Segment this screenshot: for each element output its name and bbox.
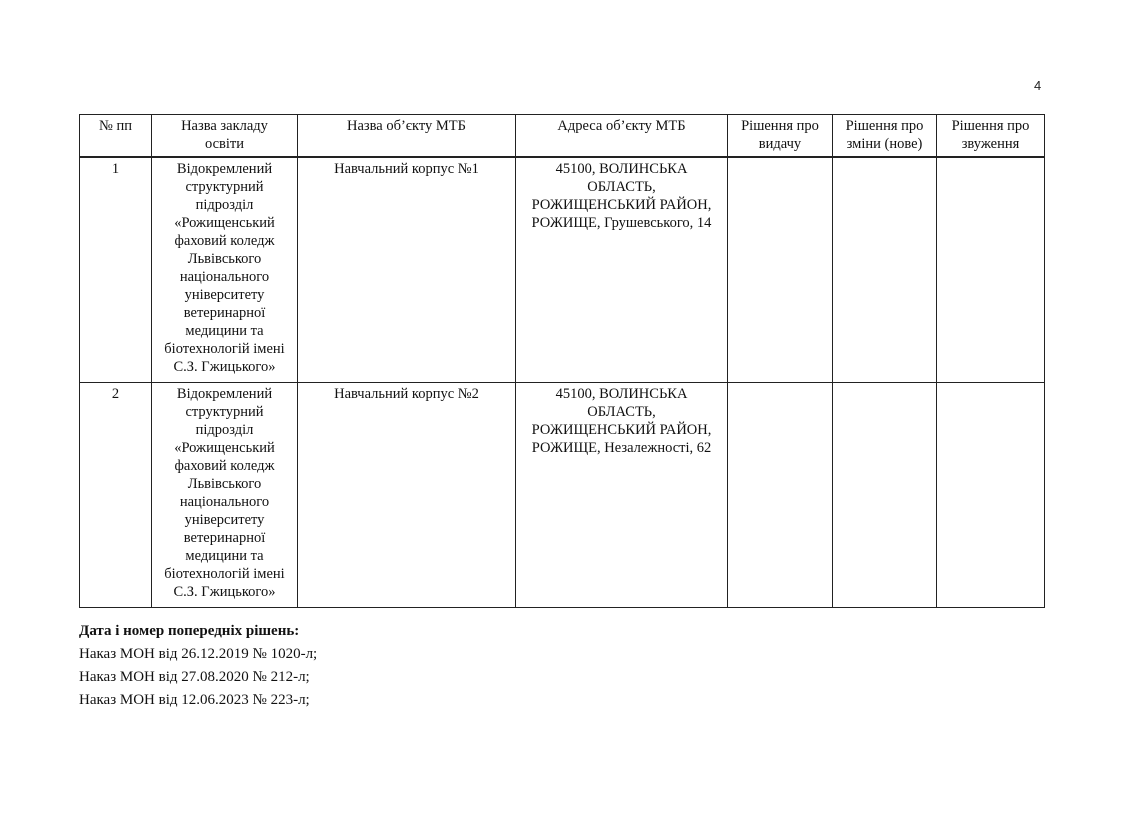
- header-number: № пп: [80, 115, 152, 158]
- object-name: Навчальний корпус №1: [298, 157, 516, 382]
- previous-decisions-heading: Дата і номер попередніх рішень:: [79, 623, 300, 639]
- previous-decision-item: Наказ МОН від 12.06.2023 № 223-л;: [79, 692, 310, 708]
- decision-narrowing-cell: [937, 382, 1045, 607]
- mtb-table: [79, 114, 1045, 608]
- object-address: 45100, ВОЛИНСЬКА ОБЛАСТЬ, РОЖИЩЕНСЬКИЙ РАЙОН, РОЖИЩЕ, Грушевського, 14: [516, 157, 728, 382]
- decision-change-cell: [833, 382, 937, 607]
- page-number: 4: [1034, 78, 1042, 93]
- header-decision-change: Рішення про зміни (нове): [833, 115, 937, 158]
- decision-issue-cell: [728, 382, 833, 607]
- header-decision-narrowing: Рішення про звуження: [937, 115, 1045, 158]
- object-name: Навчальний корпус №2: [298, 382, 516, 607]
- table-row: [80, 382, 1045, 607]
- institution-name: Відокремлений структурний підрозділ «Рожищенський фаховий коледж Львівського національного університету ветеринарної медицини та біотехнологій імені С.З. Гжицького»: [152, 382, 298, 607]
- row-number: 2: [80, 382, 152, 607]
- header-decision-issue: Рішення про видачу: [728, 115, 833, 158]
- table-header: [80, 115, 1045, 158]
- header-object-name: Назва об’єкту МТБ: [298, 115, 516, 158]
- table-row: [80, 157, 1045, 382]
- previous-decision-item: Наказ МОН від 26.12.2019 № 1020-л;: [79, 646, 318, 662]
- previous-decision-item: Наказ МОН від 27.08.2020 № 212-л;: [79, 669, 310, 685]
- header-object-address: Адреса об’єкту МТБ: [516, 115, 728, 158]
- header-institution-name: Назва закладу освіти: [152, 115, 298, 158]
- decision-issue-cell: [728, 157, 833, 382]
- decision-narrowing-cell: [937, 157, 1045, 382]
- row-number: 1: [80, 157, 152, 382]
- previous-decisions: [79, 620, 317, 712]
- institution-name: Відокремлений структурний підрозділ «Рожищенський фаховий коледж Львівського національного університету ветеринарної медицини та біотехнологій імені С.З. Гжицького»: [152, 157, 298, 382]
- object-address: 45100, ВОЛИНСЬКА ОБЛАСТЬ, РОЖИЩЕНСЬКИЙ РАЙОН, РОЖИЩЕ, Незалежності, 62: [516, 382, 728, 607]
- decision-change-cell: [833, 157, 937, 382]
